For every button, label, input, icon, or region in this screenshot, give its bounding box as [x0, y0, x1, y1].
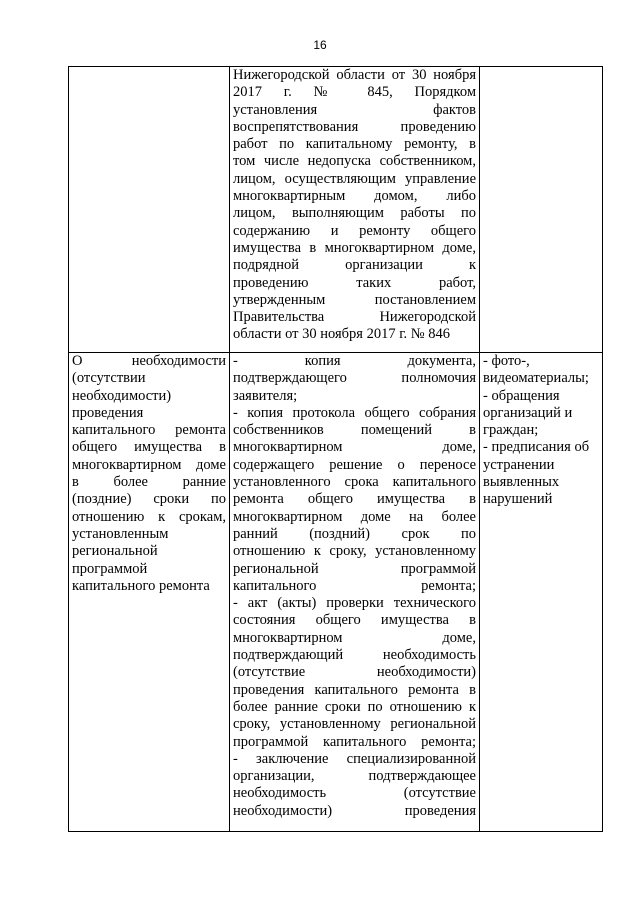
text-line: - обращения: [483, 387, 560, 404]
text-line: содержанию и ремонту общего: [233, 222, 476, 239]
text-line: организаций и: [483, 404, 573, 421]
text-line: (отсутствие необходимости): [233, 664, 476, 681]
text-line: утвержденным постановлением: [233, 291, 476, 308]
text-line: необходимость (отсутствие: [233, 785, 476, 802]
text-line: устранении: [483, 456, 555, 473]
text-line: многоквартирным домом, либо: [233, 188, 476, 205]
text-line: отношению к сроку, установленному: [233, 543, 476, 560]
text-line: многоквартирном доме на более: [233, 508, 476, 525]
text-line: многоквартирном доме,: [233, 629, 476, 646]
table-row: [69, 67, 603, 353]
text-line: нарушений: [483, 491, 553, 508]
text-line: лицом, осуществляющим управление: [233, 170, 476, 187]
text-line: работ по капитальному ремонту, в: [233, 136, 476, 153]
table-cell-subject: [69, 67, 230, 353]
text-line: программой капитального ремонта;: [233, 733, 476, 750]
text-line: отношению к срокам,: [72, 508, 226, 525]
text-line: воспрепятствования проведению: [233, 118, 476, 135]
text-line: (поздние) сроки по: [72, 491, 226, 508]
text-line: граждан;: [483, 422, 539, 439]
table-cell-subject: [69, 353, 230, 832]
text-line: проведения: [72, 404, 144, 421]
text-line: выявленных: [483, 474, 560, 491]
text-line: Правительства Нижегородской: [233, 309, 476, 326]
text-line: подрядной организации к: [233, 257, 476, 274]
table-cell-materials: [480, 67, 603, 353]
table-cell-documents: [230, 67, 480, 353]
text-line: подтверждающий необходимость: [233, 647, 476, 664]
text-line: имущества в многоквартирном доме,: [233, 239, 476, 256]
text-line: - предписания об: [483, 439, 590, 456]
text-line: - копия документа,: [233, 353, 476, 369]
table-cell-documents: [230, 353, 480, 832]
text-line: сроку, установленному региональной: [233, 716, 476, 733]
table-cell-materials: [480, 353, 603, 832]
text-line: проведения капитального ремонта в: [233, 681, 476, 698]
text-line: программой: [72, 560, 148, 577]
text-line: региональной: [72, 543, 158, 560]
text-line: собственников помещений в: [233, 422, 476, 439]
document-table: [68, 66, 603, 832]
text-line: капитального ремонта: [72, 577, 210, 594]
text-line: установленным: [72, 525, 169, 542]
text-line: капитального ремонта;: [233, 577, 476, 594]
text-line: многоквартирном доме,: [233, 439, 476, 456]
page-number: 16: [313, 38, 327, 52]
text-line: - заключение специализированной: [233, 750, 476, 767]
text-line: проведению таких работ,: [233, 274, 476, 291]
text-line: региональной программой: [233, 560, 476, 577]
text-line: области от 30 ноября 2017 г. № 846: [233, 326, 450, 343]
text-line: ремонта общего имущества в: [233, 491, 476, 508]
text-line: организации, подтверждающее: [233, 768, 476, 785]
text-line: более ранние сроки по отношению к: [233, 698, 476, 715]
text-line: необходимости): [72, 387, 172, 404]
text-line: том числе недопуска собственником,: [233, 153, 476, 170]
text-line: 2017 г. № 845, Порядком: [233, 84, 476, 101]
text-line: капитального ремонта: [72, 422, 226, 439]
text-line: Нижегородской области от 30 ноября: [233, 67, 476, 83]
text-line: - акт (акты) проверки технического: [233, 595, 476, 612]
text-line: необходимости) проведения: [233, 802, 476, 819]
text-line: видеоматериалы;: [483, 370, 589, 387]
text-line: - копия протокола общего собрания: [233, 404, 476, 421]
text-line: (отсутствии: [72, 370, 146, 387]
text-line: О необходимости: [72, 353, 226, 369]
text-line: общего имущества в: [72, 439, 226, 456]
text-line: состояния общего имущества в: [233, 612, 476, 629]
text-line: многоквартирном доме: [72, 456, 226, 473]
text-line: установления фактов: [233, 101, 476, 118]
text-line: - фото-,: [483, 353, 530, 369]
table-row: [69, 353, 603, 832]
text-line: содержащего решение о переносе: [233, 456, 476, 473]
text-line: подтверждающего полномочия: [233, 370, 476, 387]
text-line: ранний (поздний) срок по: [233, 525, 476, 542]
text-line: установленного срока капитального: [233, 474, 476, 491]
text-line: в более ранние: [72, 474, 226, 491]
text-line: лицом, выполняющим работы по: [233, 205, 476, 222]
text-line: заявителя;: [233, 387, 298, 404]
